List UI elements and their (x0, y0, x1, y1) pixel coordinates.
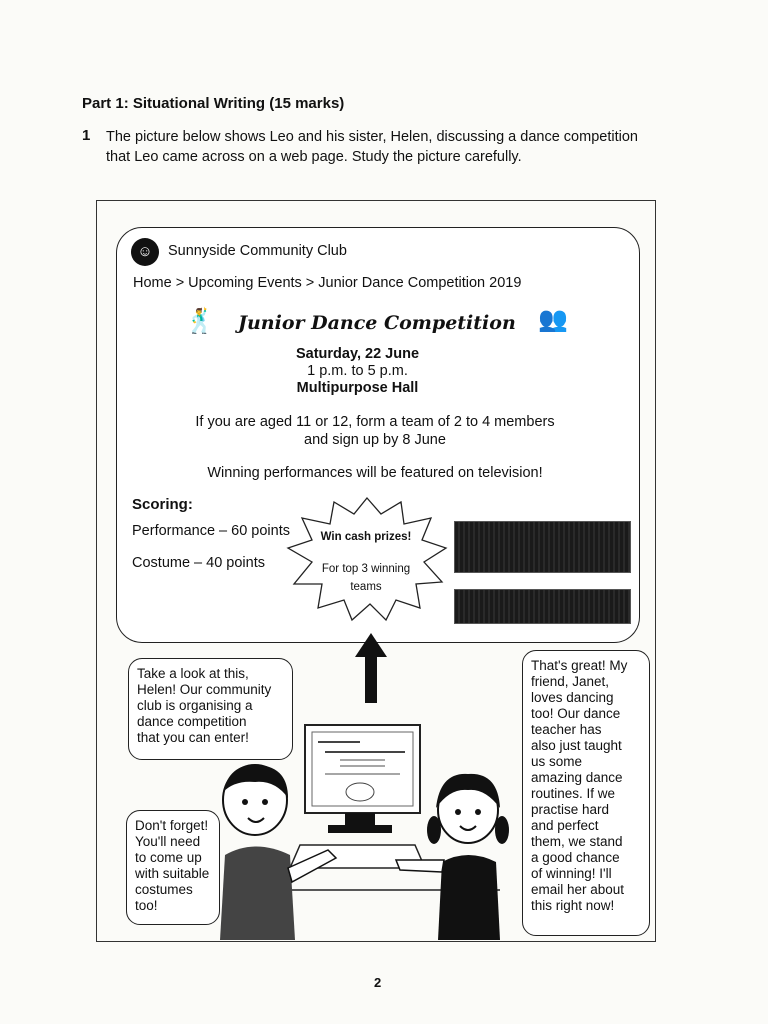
speech-line: costumes (135, 882, 193, 897)
speech-line: That's great! My (531, 658, 628, 673)
prize-text-3: teams (350, 581, 382, 593)
speech-line: and perfect (531, 818, 599, 833)
tv-note: Winning performances will be featured on television! (207, 465, 543, 481)
event-title: Junior Dance Competition (238, 312, 516, 334)
speech-line: teacher has (531, 722, 602, 737)
redacted-button-1[interactable] (454, 521, 631, 573)
breadcrumb-home[interactable]: Home (133, 275, 172, 291)
eligibility-line-2: and sign up by 8 June (304, 432, 446, 448)
event-date: Saturday, 22 June (295, 346, 420, 362)
question-number: 1 (82, 127, 91, 144)
club-logo-icon: ☺ (131, 238, 159, 266)
helen-speech-bubble (522, 650, 650, 936)
page-number: 2 (374, 975, 382, 990)
redacted-button-2[interactable] (454, 589, 631, 624)
group-icon: 👥 (538, 306, 568, 333)
prize-text-1: Win cash prizes! (320, 531, 412, 543)
speech-line: this right now! (531, 898, 615, 913)
speech-line: to come up (135, 850, 202, 865)
speech-line: Don't forget! (135, 818, 209, 833)
speech-line: email her about (531, 882, 625, 897)
breadcrumb (133, 275, 521, 291)
score-performance: Performance – 60 points (132, 523, 290, 539)
event-venue: Multipurpose Hall (296, 380, 419, 396)
event-time: 1 p.m. to 5 p.m. (307, 363, 408, 379)
club-name: Sunnyside Community Club (168, 243, 347, 259)
speech-line: them, we stand (531, 834, 623, 849)
speech-line: Take a look at this, (137, 666, 249, 681)
speech-line: routines. If we (531, 786, 616, 801)
prize-text-2: For top 3 winning (321, 563, 411, 575)
breadcrumb-current: Junior Dance Competition 2019 (318, 275, 522, 291)
question-line-2: that Leo came across on a web page. Study the picture carefully. (106, 149, 522, 165)
speech-line: dance competition (137, 714, 247, 729)
speech-line: club is organising a (137, 698, 253, 713)
speech-line: also just taught (531, 738, 622, 753)
computer-monitor (305, 725, 420, 833)
leo-speech-bubble-1 (128, 658, 293, 760)
part-heading: Part 1: Situational Writing (15 marks) (82, 95, 345, 112)
speech-line: with suitable (135, 866, 210, 881)
score-costume: Costume – 40 points (132, 555, 265, 571)
speech-line: that you can enter! (137, 730, 249, 745)
breadcrumb-separator: > (305, 275, 315, 291)
scoring-title: Scoring: (132, 496, 193, 513)
speech-line: friend, Janet, (531, 674, 610, 689)
speech-line: a good chance (531, 850, 620, 865)
breadcrumb-separator: > (175, 275, 185, 291)
leo-speech-bubble-2 (126, 810, 220, 925)
speech-line: us some (531, 754, 583, 769)
speech-line: Helen! Our community (137, 682, 272, 697)
speech-line: amazing dance (531, 770, 623, 785)
speech-line: You'll need (135, 834, 201, 849)
question-line-1: The picture below shows Leo and his sister, Helen, discussing a dance competition (106, 129, 638, 145)
dancers-icon: 🕺 (185, 308, 215, 335)
speech-line: loves dancing (531, 690, 614, 705)
breadcrumb-upcoming-events[interactable]: Upcoming Events (188, 275, 302, 291)
eligibility-line-1: If you are aged 11 or 12, form a team of 2 to 4 members (195, 414, 555, 430)
prize-starburst (286, 496, 448, 622)
speech-line: too! (135, 898, 158, 913)
speech-line: of winning! I'll (531, 866, 612, 881)
speech-line: practise hard (531, 802, 610, 817)
speech-line: too! Our dance (531, 706, 621, 721)
question-text (106, 127, 666, 167)
up-arrow-icon (355, 633, 387, 703)
